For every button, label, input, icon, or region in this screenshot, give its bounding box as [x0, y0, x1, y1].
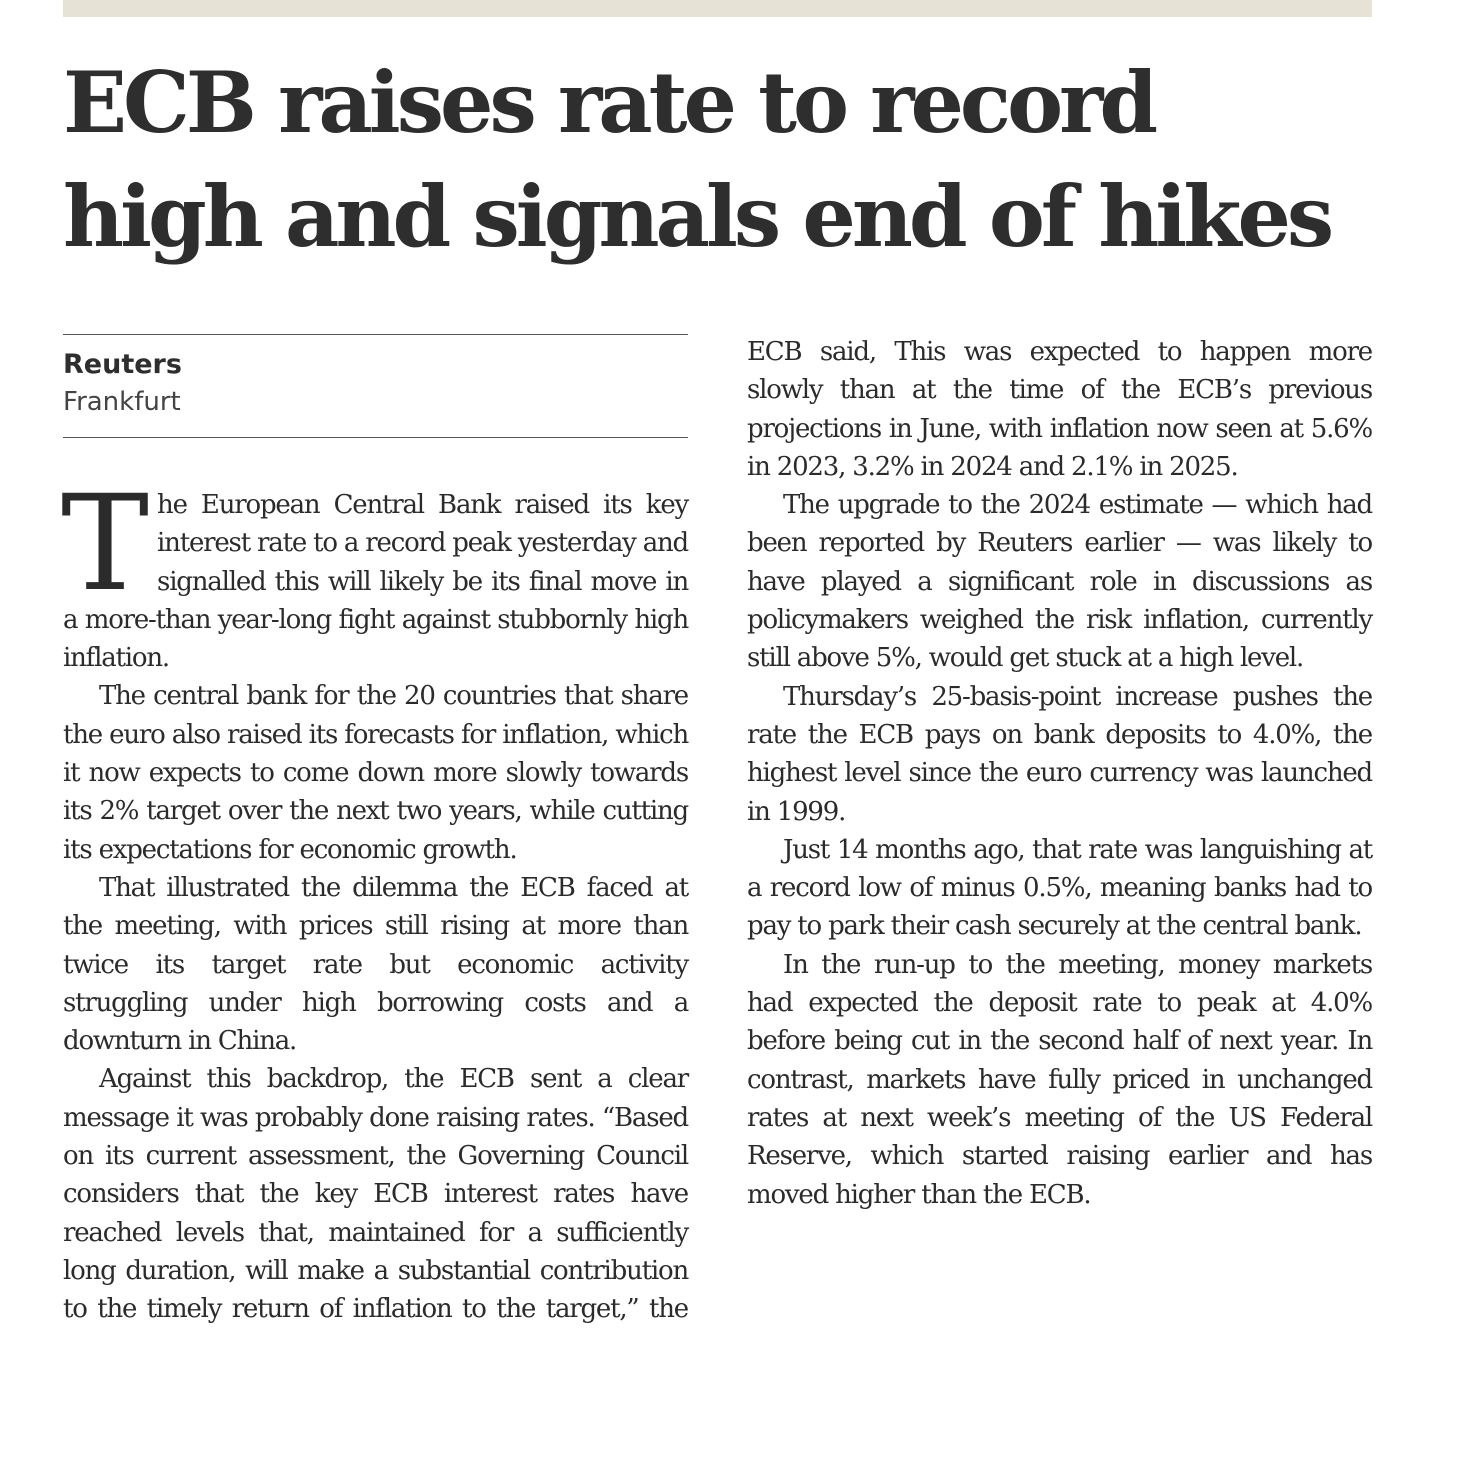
article-paragraph-7: Just 14 months ago, that rate was languishing at a record low of minus 0.5%, meaning banks had to pay to park their cash securely at the central bank. [747, 834, 1372, 942]
article-paragraph-4-continued: ECB said, This was expected to happen more slowly than at the time of the ECB’s previous projections in June, with inflation now seen at 5.6% in 2023, 3.2% in 2024 and 2.1% in 2025. [747, 337, 1372, 482]
byline-agency: Reuters [63, 349, 182, 380]
article-paragraph-3: That illustrated the dilemma the ECB faced at the meeting, with prices still rising at more than twice its target rate but economic activity struggling under high borrowing costs and a downturn in China. [63, 872, 688, 1057]
article-column-2 [747, 333, 1372, 1214]
article-paragraph-6: Thursday’s 25-basis-point increase pushes the rate the ECB pays on bank deposits to 4.0%, the highest level since the euro currency was launched in 1999. [747, 681, 1372, 827]
article-paragraph-2: The central bank for the 20 countries that share the euro also raised its forecasts for inflation, which it now expects to come down more slowly towards its 2% target over the next two years, while cutting its expectations for economic growth. [63, 681, 688, 865]
article-paragraph-5: The upgrade to the 2024 estimate — which had been reported by Reuters earlier — was likely to have played a significant role in discussions as policymakers weighed the risk inflation, currently still above 5%, would get stuck at a high level. [747, 490, 1372, 674]
article-paragraph-8: In the run-up to the meeting, money markets had expected the deposit rate to peak at 4.0% before being cut in the second half of next year. In contrast, markets have fully priced in unchanged rates at next week’s meeting of the US Federal Reserve, which started raising earlier and has moved higher than the ECB. [747, 949, 1372, 1210]
headline [63, 46, 1393, 274]
drop-cap: T [61, 467, 150, 621]
article-paragraph-4: Against this backdrop, the ECB sent a clear message it was probably done raising rates. “Based on its current assessment, the Governing Council considers that the key ECB interest rates have reached levels that, maintained for a sufficiently long duration, will make a substantial contribution to the timely return of inflation to the target,” the [63, 1064, 688, 1325]
article-column-1 [61, 467, 688, 1329]
headline-line-2: high and signals end of hikes [63, 167, 1331, 266]
top-color-bar [63, 0, 1372, 17]
article-paragraph-1 [61, 467, 688, 677]
byline-location: Frankfurt [63, 387, 181, 417]
article-paragraph-1-text: he European Central Bank raised its key interest rate to a record peak yesterday and signalled this will likely be its final move in a more-than year-long fight against stubbornly high inflation. [63, 490, 688, 674]
headline-line-1: ECB raises rate to record [63, 53, 1155, 152]
byline [63, 334, 688, 438]
